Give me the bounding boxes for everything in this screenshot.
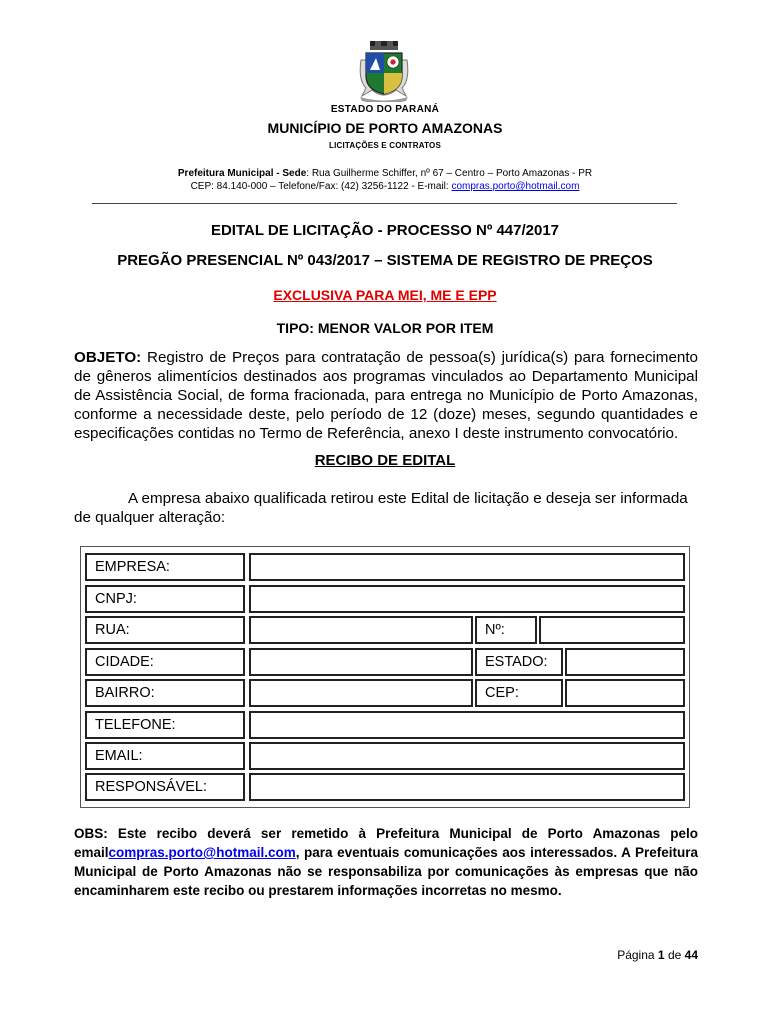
estado-label: ESTADO:: [475, 648, 563, 676]
recibo-intro: [74, 489, 698, 527]
estado-field[interactable]: [565, 648, 685, 676]
header-email-link[interactable]: compras.porto@hotmail.com: [451, 181, 580, 192]
objeto-label: OBJETO:: [74, 349, 142, 366]
address-text: : Rua Guilherme Schiffer, nº 67 – Centro – Porto Amazonas - PR: [306, 168, 593, 179]
empresa-field[interactable]: [249, 553, 685, 581]
cidade-label: CIDADE:: [85, 648, 245, 676]
contact-line: [0, 181, 770, 192]
numero-field[interactable]: [539, 616, 685, 644]
responsavel-field[interactable]: [249, 773, 685, 801]
numero-label: Nº:: [475, 616, 537, 644]
objeto-paragraph: [74, 348, 698, 443]
obs-text-before: OBS: Este recibo deverá ser remetido à Prefeitura Municipal de Porto Amazonas pelo email: [74, 826, 698, 860]
tipo-title: TIPO: MENOR VALOR POR ITEM: [276, 320, 494, 336]
municipality-name: MUNICÍPIO DE PORTO AMAZONAS: [267, 120, 503, 136]
state-name: ESTADO DO PARANÁ: [330, 104, 440, 115]
bairro-field[interactable]: [249, 679, 473, 707]
page-of: de: [667, 948, 682, 962]
cep-field[interactable]: [565, 679, 685, 707]
page-total: 44: [684, 948, 698, 962]
page-word: Página: [617, 948, 655, 962]
empresa-label: EMPRESA:: [85, 553, 245, 581]
contact-text: CEP: 84.140-000 – Telefone/Fax: (42) 3256-1122 - E-mail:: [190, 181, 452, 192]
rua-label: RUA:: [85, 616, 245, 644]
recibo-title: RECIBO DE EDITAL: [314, 452, 456, 469]
bairro-label: BAIRRO:: [85, 679, 245, 707]
pregao-title: PREGÃO PRESENCIAL Nº 043/2017 – SISTEMA DE REGISTRO DE PREÇOS: [117, 252, 653, 269]
address-line: [0, 168, 770, 179]
objeto-text: Registro de Preços para contratação de pessoa(s) jurídica(s) para fornecimento de gêneros alimentícios destinados aos programas vinculados ao Departamento Municipal de Assistência Social, de forma fracionada, para entrega no Município de Porto Amazonas, conforme a necessidade deste, pelo período de 12 (doze) meses, segundo quantidades e especificações contidas no Termo de Referência, anexo I deste instrumento convocatório.: [74, 349, 698, 442]
rua-field[interactable]: [249, 616, 473, 644]
responsavel-label: RESPONSÁVEL:: [85, 773, 245, 801]
department-name: LICITAÇÕES E CONTRATOS: [329, 141, 441, 150]
coat-of-arms-icon: [358, 40, 410, 102]
recibo-intro-text: A empresa abaixo qualificada retirou este Edital de licitação e deseja ser informada de qualquer alteração:: [74, 490, 688, 526]
telefone-label: TELEFONE:: [85, 711, 245, 739]
obs-text-after: , para eventuais comunicações aos interessados. A Prefeitura Municipal de Porto Amazonas não se responsabiliza por comunicações às empresas que não encaminharem este recibo ou prestarem informações incorretas no mesmo.: [74, 845, 698, 898]
obs-paragraph: [74, 824, 698, 900]
obs-email-link[interactable]: compras.porto@hotmail.com: [108, 845, 296, 860]
exclusiva-notice: EXCLUSIVA PARA MEI, ME E EPP: [273, 287, 497, 303]
email-field[interactable]: [249, 742, 685, 770]
page-number: [617, 948, 698, 962]
telefone-field[interactable]: [249, 711, 685, 739]
address-label: Prefeitura Municipal - Sede: [177, 168, 307, 179]
cnpj-label: CNPJ:: [85, 585, 245, 613]
cnpj-field[interactable]: [249, 585, 685, 613]
email-label: EMAIL:: [85, 742, 245, 770]
header-divider: [92, 203, 677, 204]
cidade-field[interactable]: [249, 648, 473, 676]
recibo-form: [80, 546, 690, 808]
cep-label: CEP:: [475, 679, 563, 707]
page-current: 1: [657, 948, 665, 962]
edital-title: EDITAL DE LICITAÇÃO - PROCESSO Nº 447/2017: [210, 222, 560, 239]
